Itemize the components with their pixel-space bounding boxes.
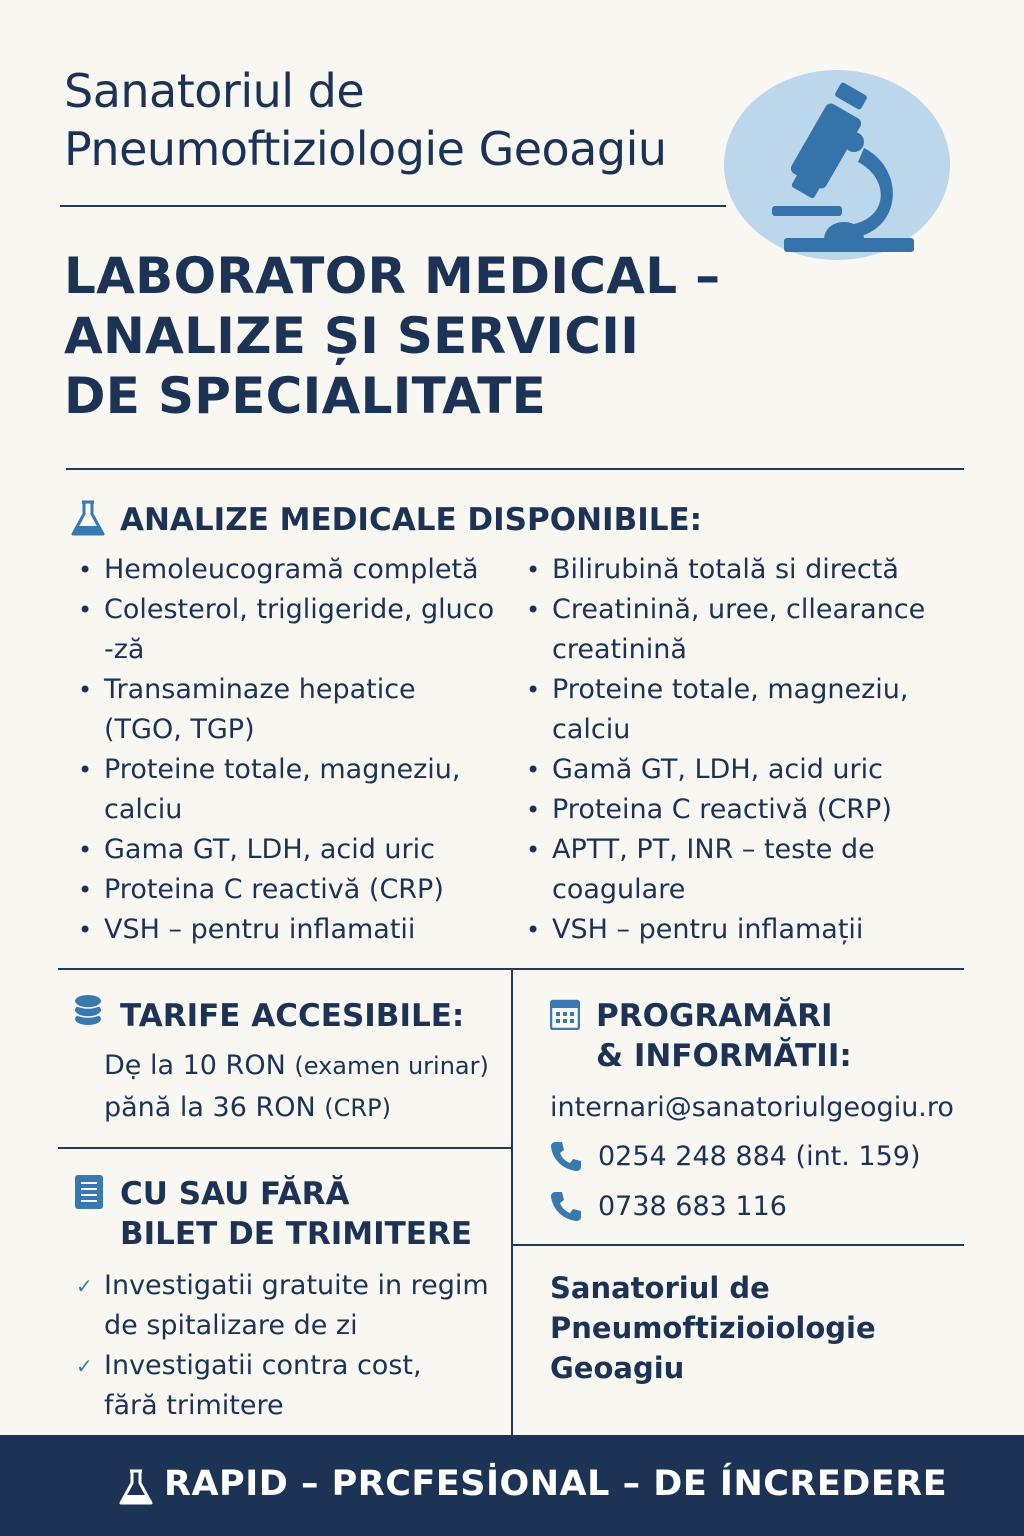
contact-organization-line3: Geoagiu bbox=[550, 1351, 685, 1385]
page-title-line2: ANALIZE ȘI SERVICII bbox=[64, 307, 640, 365]
list-item: • Proteine totale, magneziu, calciu bbox=[66, 750, 484, 830]
prices-divider bbox=[58, 1147, 511, 1149]
contact-email[interactable]: internari@sanatoriulgeogiu.ro bbox=[550, 1092, 954, 1123]
contact-organization bbox=[550, 1268, 876, 1388]
calendar-icon bbox=[550, 998, 580, 1030]
contact-divider bbox=[513, 1244, 964, 1246]
list-item: • Gamă GT, LDH, acid uric bbox=[514, 750, 984, 790]
footer-banner bbox=[0, 1435, 1024, 1536]
list-item: • VSH – pentru inflamații bbox=[514, 910, 984, 950]
contact-heading bbox=[596, 996, 852, 1076]
list-item: • Hemoleucogramă completă bbox=[66, 550, 536, 590]
list-item: ✓ Investigatii contra cost, fără trimitere bbox=[76, 1346, 444, 1426]
list-item: • Colesterol, trigligeride, gluco-ză bbox=[66, 590, 504, 670]
organization-name-line1: Sanatoriul de bbox=[64, 64, 365, 118]
referral-heading-line2: BILET DE TRIMITERE bbox=[120, 1216, 473, 1252]
analyses-heading: ANALIZE MEDICALE DISPONIBILE: bbox=[120, 502, 703, 538]
contact-phone-1[interactable]: 0254 248 884 (int. 159) bbox=[598, 1141, 921, 1172]
list-item: • Proteina C reactivă (CRP) bbox=[514, 790, 984, 830]
title-divider bbox=[66, 468, 964, 470]
microscope-icon bbox=[754, 78, 924, 253]
list-item: ✓ Investigatii gratuite in regim de spitalizare de zi bbox=[76, 1266, 496, 1346]
price-from-note: (examen urinar) bbox=[294, 1052, 489, 1080]
price-to-note: (CRP) bbox=[324, 1094, 391, 1122]
flask-icon bbox=[70, 500, 106, 538]
organization-name-line2: Pneumoftiziologie Geoagiu bbox=[64, 122, 667, 176]
footer-slogan: RAPID – PRCFESİONAL – DE ÍNCREDERE bbox=[164, 1464, 948, 1504]
page-title-line3: DE SPECIALITATE bbox=[64, 367, 547, 425]
contact-heading-line2: & INFORMĂTII: bbox=[596, 1038, 852, 1074]
price-from-value: Dẹ la 10 RON bbox=[104, 1050, 286, 1081]
column-divider bbox=[511, 968, 513, 1435]
microscope-badge bbox=[724, 70, 950, 260]
prices-heading: TARIFE ACCESIBILE: bbox=[120, 998, 465, 1034]
contact-phone-2[interactable]: 0738 683 116 bbox=[598, 1191, 787, 1222]
page-title-line1: LABORATOR MEDICAL – bbox=[64, 247, 721, 305]
list-item: • Transaminaze hepatice (TGO, TGP) bbox=[66, 670, 444, 750]
phone-icon bbox=[550, 1140, 582, 1172]
analyses-list-right bbox=[514, 550, 984, 950]
list-item: • VSH – pentru inflamatii bbox=[66, 910, 536, 950]
page-title bbox=[64, 246, 784, 426]
referral-heading-line1: CU SAU FĂRĂ bbox=[120, 1176, 350, 1212]
price-from bbox=[104, 1046, 489, 1086]
organization-name bbox=[64, 62, 764, 178]
referral-heading bbox=[120, 1174, 472, 1254]
contact-heading-line1: PROGRAMĂRI bbox=[596, 998, 833, 1034]
referral-list bbox=[76, 1266, 496, 1426]
contact-organization-line1: Sanatoriul de bbox=[550, 1271, 770, 1305]
list-item: • Creatinină, uree, cllearance creatinină bbox=[514, 590, 952, 670]
list-item: • Proteine totale, magneziu, calciu bbox=[514, 670, 952, 750]
contact-organization-line2: Pneumoftizioiologie bbox=[550, 1311, 876, 1345]
analyses-list-left bbox=[66, 550, 536, 950]
document-icon bbox=[74, 1174, 104, 1210]
phone-icon bbox=[550, 1190, 582, 1222]
list-item: • Gama GT, LDH, acid uric bbox=[66, 830, 536, 870]
list-item: • Bilirubină totală si directă bbox=[514, 550, 984, 590]
flask-icon bbox=[118, 1469, 154, 1507]
list-item: • APTT, PT, INR – teste de coagulare bbox=[514, 830, 952, 910]
price-to bbox=[104, 1088, 391, 1128]
header-divider bbox=[60, 205, 726, 207]
list-item: • Proteina C reactivă (CRP) bbox=[66, 870, 536, 910]
price-to-value: pănă la 36 RON bbox=[104, 1092, 316, 1123]
coins-icon bbox=[72, 994, 104, 1030]
